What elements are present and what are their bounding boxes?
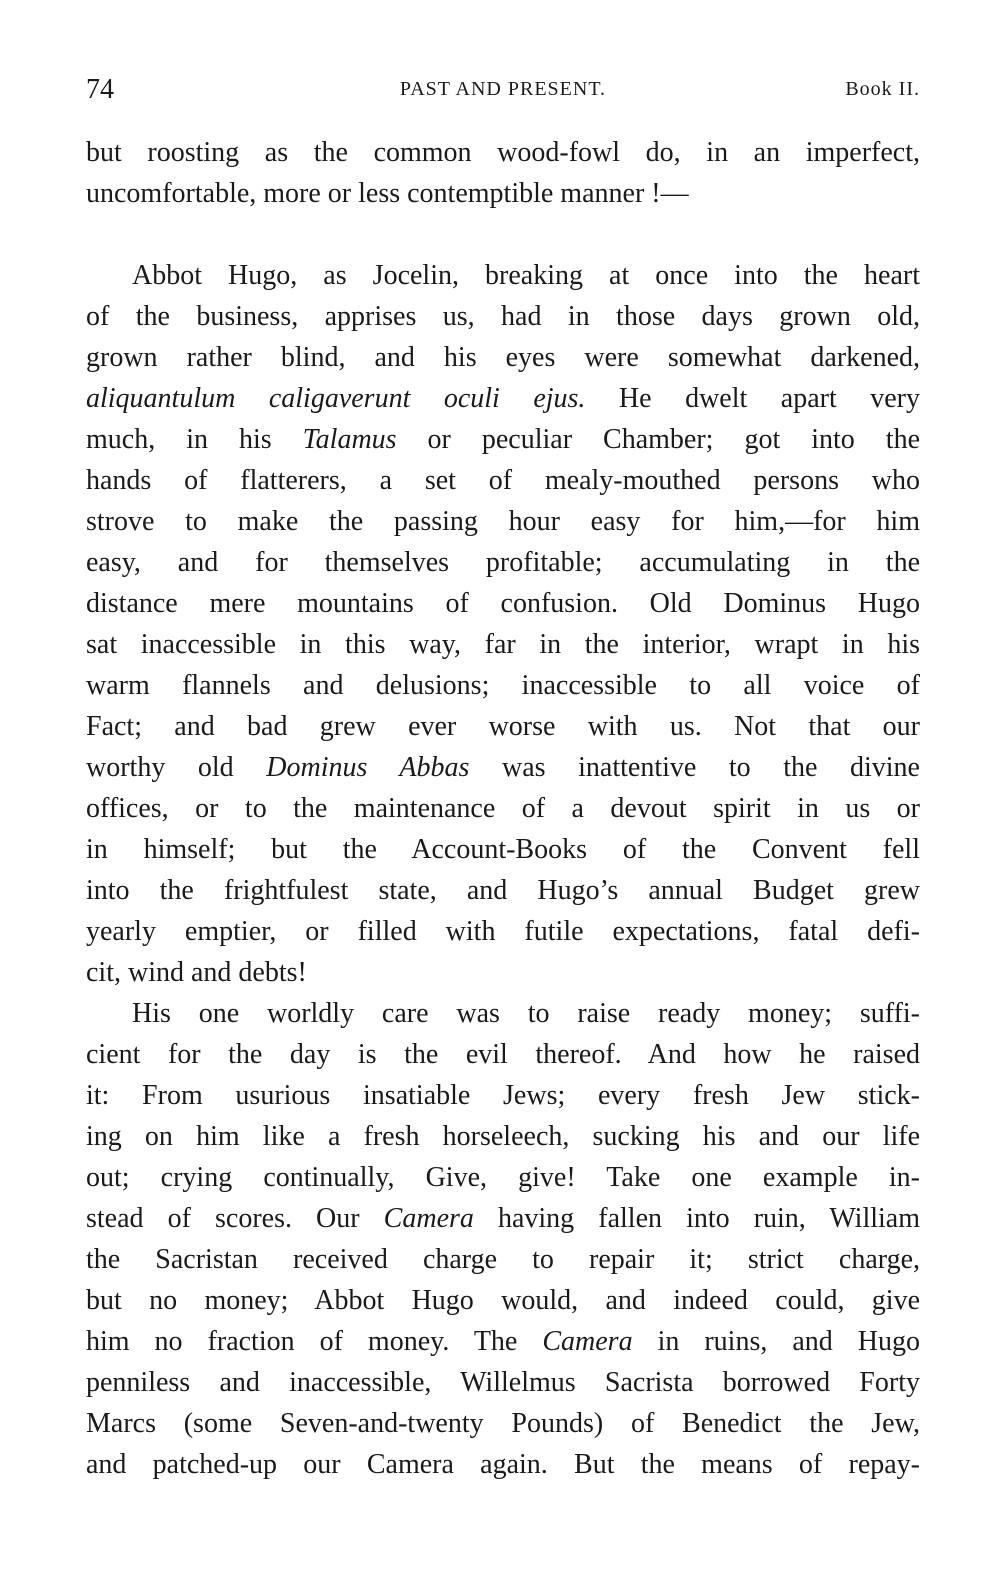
body-text bbox=[86, 132, 920, 1485]
page-number: 74 bbox=[86, 74, 114, 105]
text-line: yearly emptier, or filled with futile expectations, fatal defi- bbox=[86, 916, 920, 947]
text-line: but no money; Abbot Hugo would, and indeed could, give bbox=[86, 1285, 920, 1316]
text-line: and patched-up our Camera again. But the means of repay- bbox=[86, 1449, 920, 1480]
text-line: warm flannels and delusions; inaccessible to all voice of bbox=[86, 670, 920, 701]
text-line: aliquantulum caligaverunt oculi ejus. He dwelt apart very bbox=[86, 383, 920, 414]
running-title: PAST AND PRESENT. bbox=[399, 78, 607, 100]
text-line: sat inaccessible in this way, far in the interior, wrapt in his bbox=[86, 629, 920, 660]
text-line: distance mere mountains of confusion. Old Dominus Hugo bbox=[86, 588, 920, 619]
text-line: of the business, apprises us, had in those days grown old, bbox=[86, 301, 920, 332]
text-line: into the frightfulest state, and Hugo’s annual Budget grew bbox=[86, 875, 920, 906]
text-line: worthy old Dominus Abbas was inattentive to the divine bbox=[86, 752, 920, 783]
text-line: but roosting as the common wood-fowl do, in an imperfect, bbox=[86, 137, 920, 168]
text-line: the Sacristan received charge to repair it; strict charge, bbox=[86, 1244, 920, 1275]
book-label: Book II. bbox=[845, 78, 920, 100]
text-line: him no fraction of money. The Camera in ruins, and Hugo bbox=[86, 1326, 920, 1357]
text-line: uncomfortable, more or less contemptible manner !— bbox=[86, 178, 689, 209]
text-line: hands of flatterers, a set of mealy-mouthed persons who bbox=[86, 465, 920, 496]
text-line: much, in his Talamus or peculiar Chamber; got into the bbox=[86, 424, 920, 455]
text-line: grown rather blind, and his eyes were somewhat darkened, bbox=[86, 342, 920, 373]
text-line: easy, and for themselves profitable; accumulating in the bbox=[86, 547, 920, 578]
text-line: in himself; but the Account-Books of the Convent fell bbox=[86, 834, 920, 865]
text-line: offices, or to the maintenance of a devout spirit in us or bbox=[86, 793, 920, 824]
text-line: ing on him like a fresh horseleech, sucking his and our life bbox=[86, 1121, 920, 1152]
text-line: cient for the day is the evil thereof. And how he raised bbox=[86, 1039, 920, 1070]
text-line: Fact; and bad grew ever worse with us. Not that our bbox=[86, 711, 920, 742]
text-line: Abbot Hugo, as Jocelin, breaking at once into the heart bbox=[132, 260, 920, 291]
text-line: penniless and inaccessible, Willelmus Sacrista borrowed Forty bbox=[86, 1367, 920, 1398]
text-line: stead of scores. Our Camera having fallen into ruin, William bbox=[86, 1203, 921, 1234]
text-line: strove to make the passing hour easy for him,—for him bbox=[86, 506, 920, 537]
text-line: Marcs (some Seven-and-twenty Pounds) of Benedict the Jew, bbox=[86, 1408, 920, 1439]
text-line: it: From usurious insatiable Jews; every fresh Jew stick- bbox=[86, 1080, 920, 1111]
text-line: out; crying continually, Give, give! Take one example in- bbox=[86, 1162, 920, 1193]
paragraph-gap bbox=[86, 214, 920, 255]
text-line: cit, wind and debts! bbox=[86, 957, 307, 988]
text-line: His one worldly care was to raise ready money; suffi- bbox=[132, 998, 920, 1029]
running-header bbox=[86, 74, 920, 114]
